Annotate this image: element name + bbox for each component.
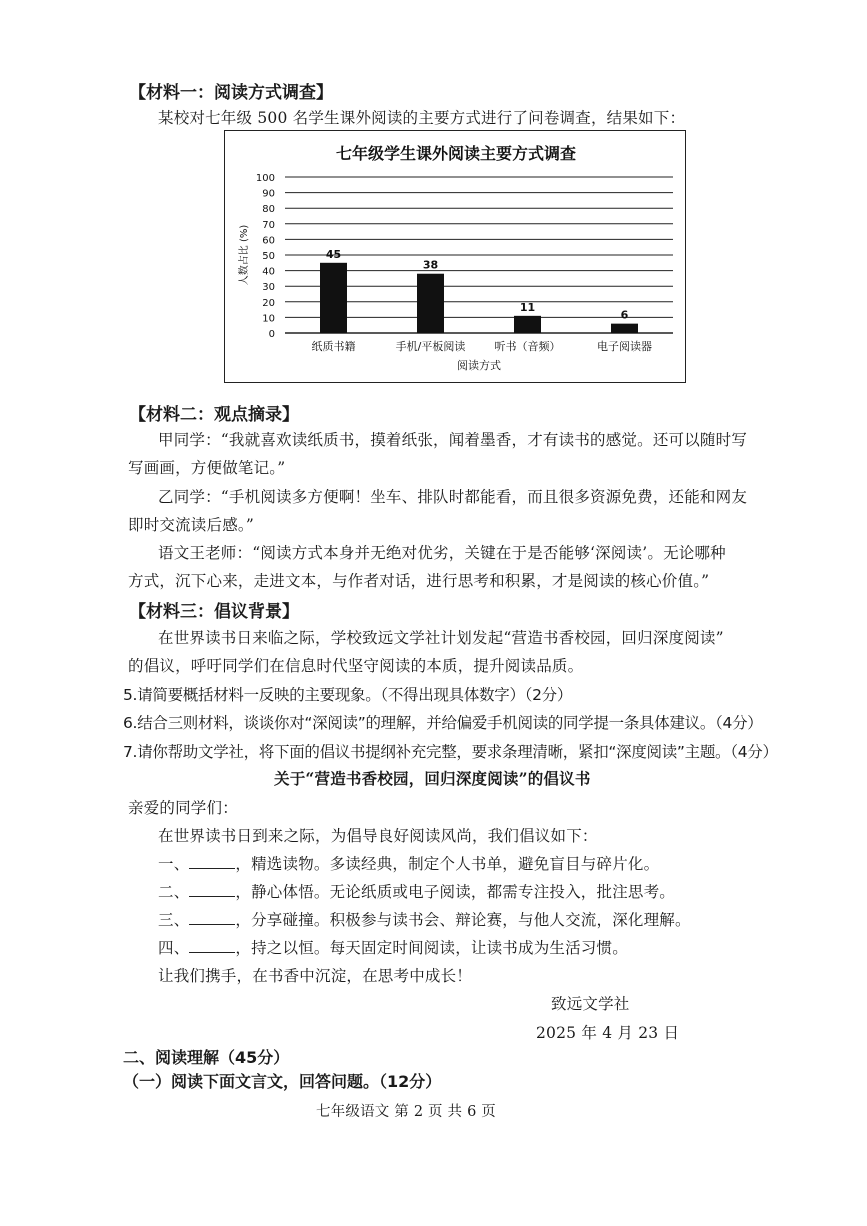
bar-2 <box>417 274 444 333</box>
proposal-intro: 在世界读书日到来之际，为倡导良好阅读风尚，我们倡议如下： <box>158 827 598 845</box>
proposal-date: 2025 年 4 月 23 日 <box>536 1024 680 1042</box>
material1-intro: 某校对七年级 500 名学生课外阅读的主要方式进行了问卷调查，结果如下： <box>158 109 686 127</box>
proposal-signature: 致远文学社 <box>551 995 630 1013</box>
y-tick-label: 40 <box>262 266 275 278</box>
data-label: 11 <box>519 300 536 314</box>
material2-para1-line1: 甲同学：“我就喜欢读纸质书，摸着纸张，闻着墨香，才有读书的感觉。还可以随时写 <box>158 431 748 449</box>
y-tick-label: 100 <box>255 173 275 184</box>
x-axis-label: 阅读方式 <box>457 359 501 372</box>
item-number: 一、 <box>158 855 190 873</box>
answer-blank[interactable] <box>189 882 235 897</box>
y-tick-label: 70 <box>262 219 275 231</box>
answer-blank[interactable] <box>189 910 235 925</box>
proposal-item-3 <box>158 908 691 930</box>
y-tick-label: 10 <box>262 313 275 325</box>
y-tick-label: 90 <box>262 188 275 200</box>
question-5: 5.请简要概括材料一反映的主要现象。（不得出现具体数字）（2分） <box>123 686 573 704</box>
question-6: 6.结合三则材料，谈谈你对“深阅读”的理解，并给偏爱手机阅读的同学提一条具体建议。（4分） <box>123 714 763 732</box>
item-text: ，分享碰撞。积极参与读书会、辩论赛，与他人交流，深化理解。 <box>235 911 691 929</box>
y-tick-label: 0 <box>268 329 275 340</box>
survey-chart <box>224 130 686 383</box>
section2-heading: 二、阅读理解（45分） <box>123 1048 290 1067</box>
material2-para2-line1: 乙同学：“手机阅读多方便啊！坐车、排队时都能看，而且很多资源免费，还能和网友 <box>158 488 748 506</box>
x-tick-label: 纸质书籍 <box>311 340 356 353</box>
x-tick-label: 手机/平板阅读 <box>395 340 466 353</box>
answer-blank[interactable] <box>189 938 235 953</box>
page-footer: 七年级语文 第 2 页 共 6 页 <box>316 1104 497 1120</box>
proposal-item-2 <box>158 880 675 902</box>
proposal-item-4 <box>158 936 628 958</box>
proposal-item-1 <box>158 852 659 874</box>
item-text: ，静心体悟。无论纸质或电子阅读，都需专注投入，批注思考。 <box>235 883 676 901</box>
x-tick-label: 电子阅读器 <box>597 340 652 353</box>
item-number: 三、 <box>158 911 190 929</box>
material2-para3-line2: 方式，沉下心来，走进文本，与作者对话，进行思考和积累，才是阅读的核心价值。” <box>128 572 710 590</box>
y-tick-label: 80 <box>262 204 275 216</box>
section2-subheading: （一）阅读下面文言文，回答问题。（12分） <box>123 1072 442 1091</box>
y-tick-label: 20 <box>262 297 275 309</box>
chart-title: 七年级学生课外阅读主要方式调查 <box>335 144 577 163</box>
material3-line2: 的倡议，呼吁同学们在信息时代坚守阅读的本质，提升阅读品质。 <box>128 657 584 675</box>
y-tick-label: 50 <box>262 251 275 262</box>
material2-heading: 【材料二：观点摘录】 <box>129 405 299 425</box>
question-7: 7.请你帮助文学社，将下面的倡议书提纲补充完整，要求条理清晰，紧扣“深度阅读”主题。（4分） <box>123 743 778 761</box>
y-tick-label: 60 <box>262 235 275 247</box>
material2-para3-line1: 语文王老师：“阅读方式本身并无绝对优劣，关键在于是否能够‘深阅读’。无论哪种 <box>158 544 726 562</box>
data-label: 6 <box>620 308 629 322</box>
material3-line1: 在世界读书日来临之际，学校致远文学社计划发起“营造书香校园，回归深度阅读” <box>158 629 724 647</box>
material3-heading: 【材料三：倡议背景】 <box>129 602 299 622</box>
data-label: 45 <box>325 247 342 261</box>
y-axis-label: 人数占比 (%) <box>239 224 250 286</box>
bar-1 <box>320 263 347 333</box>
answer-blank[interactable] <box>189 854 235 869</box>
item-text: ，精选读物。多读经典，制定个人书单，避免盲目与碎片化。 <box>235 855 660 873</box>
bar-4 <box>611 324 638 333</box>
proposal-closing: 让我们携手，在书香中沉淀，在思考中成长！ <box>158 967 473 985</box>
proposal-greeting: 亲爱的同学们： <box>128 799 238 817</box>
material1-heading: 【材料一：阅读方式调查】 <box>129 83 333 103</box>
item-text: ，持之以恒。每天固定时间阅读，让读书成为生活习惯。 <box>235 939 628 957</box>
chart-canvas <box>225 131 687 384</box>
data-label: 38 <box>422 258 439 272</box>
material2-para1-line2: 写画画，方便做笔记。” <box>128 459 286 477</box>
x-tick-label: 听书（音频） <box>494 340 561 353</box>
item-number: 二、 <box>158 883 190 901</box>
bar-3 <box>514 316 541 333</box>
item-number: 四、 <box>158 939 190 957</box>
material2-para2-line2: 即时交流读后感。” <box>128 516 254 534</box>
y-tick-label: 30 <box>262 282 275 294</box>
proposal-title: 关于“营造书香校园，回归深度阅读”的倡议书 <box>274 769 591 788</box>
